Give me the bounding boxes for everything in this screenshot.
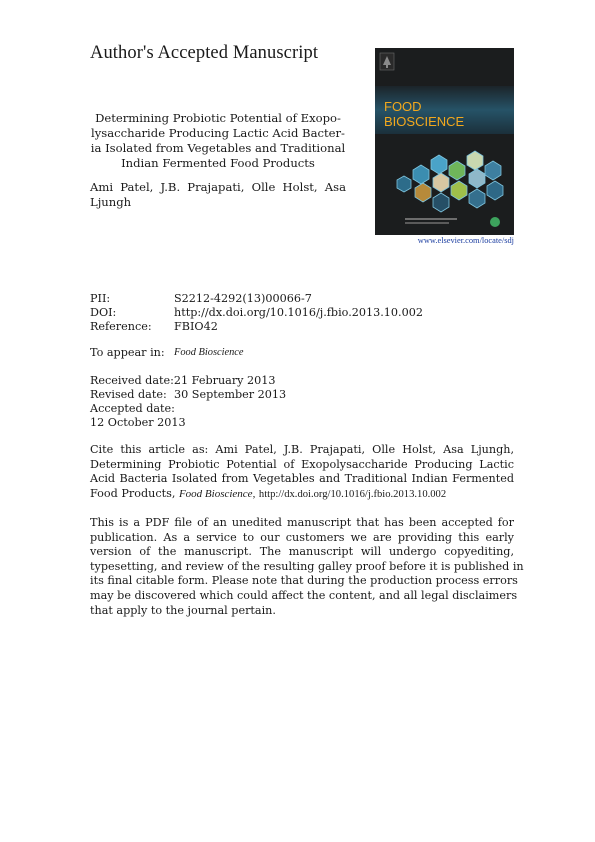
revised-date-value: 30 September 2013 bbox=[174, 388, 287, 401]
article-title-line: Indian Fermented Food Products bbox=[121, 156, 315, 170]
citation-line bbox=[90, 487, 514, 503]
notice-line: typesetting, and review of the resulting galley proof before it is published in bbox=[90, 559, 524, 573]
article-title bbox=[90, 111, 346, 171]
journal-name: Food Bioscience bbox=[174, 347, 244, 358]
notice-line: its final citable form. Please note that during the production process errors bbox=[90, 574, 518, 588]
manuscript-header: Author's Accepted Manuscript bbox=[90, 43, 319, 63]
article-title-line: Determining Probiotic Potential of Exopo- bbox=[95, 111, 341, 125]
elsevier-logo-icon bbox=[380, 53, 394, 70]
notice-line: This is a PDF file of an unedited manuscript that has been accepted for bbox=[90, 516, 514, 529]
notice-line: that apply to the journal pertain. bbox=[90, 603, 276, 617]
reference-label: Reference: bbox=[90, 320, 152, 333]
citation-block bbox=[90, 443, 514, 502]
badge-icon bbox=[490, 217, 500, 227]
doi-value[interactable]: http://dx.doi.org/10.1016/j.fbio.2013.10.002 bbox=[174, 306, 423, 319]
revised-date-row bbox=[90, 388, 287, 401]
citation-title-end: Food Products, bbox=[90, 486, 176, 500]
to-appear-in-row bbox=[90, 346, 244, 359]
citation-journal: Food Bioscience, bbox=[178, 487, 256, 500]
citation-line: Determining Probiotic Potential of Exopolysaccharide Producing Lactic bbox=[90, 457, 514, 471]
pii-value: S2212-4292(13)00066-7 bbox=[174, 292, 312, 305]
svg-text:BIOSCIENCE: BIOSCIENCE bbox=[384, 114, 465, 129]
citation-line: Cite this article as: Ami Patel, J.B. Prajapati, Olle Holst, Asa Ljungh, bbox=[90, 443, 514, 456]
notice-line: publication. As a service to our customers we are providing this early bbox=[90, 530, 514, 544]
received-date: Received date:21 February 2013 bbox=[90, 374, 276, 387]
notice-line: version of the manuscript. The manuscript will undergo copyediting, bbox=[90, 545, 514, 559]
svg-text:FOOD: FOOD bbox=[384, 99, 422, 114]
author-line: Ljungh bbox=[90, 195, 132, 209]
to-appear-label: To appear in: bbox=[90, 346, 165, 359]
article-title-line: ia Isolated from Vegetables and Traditional bbox=[90, 141, 346, 155]
author-line: Ami Patel, J.B. Prajapati, Olle Holst, Asa bbox=[90, 180, 346, 194]
accepted-date-label: Accepted date: bbox=[90, 402, 175, 415]
author-list bbox=[90, 180, 346, 210]
pii-label: PII: bbox=[90, 292, 111, 305]
notice-line: may be discovered which could affect the content, and all legal disclaimers bbox=[90, 588, 518, 602]
accepted-date-value: 12 October 2013 bbox=[90, 416, 186, 429]
revised-date-label: Revised date: bbox=[90, 388, 167, 401]
article-title-line: lysaccharide Producing Lactic Acid Bacter- bbox=[91, 126, 345, 140]
citation-doi-link[interactable]: http://dx.doi.org/10.1016/j.fbio.2013.10.002 bbox=[258, 488, 447, 500]
doi-label: DOI: bbox=[90, 306, 117, 319]
journal-cover-image bbox=[375, 48, 514, 235]
journal-url-link[interactable]: www.elsevier.com/locate/sdj bbox=[417, 236, 514, 245]
reference-value: FBIO42 bbox=[174, 320, 218, 333]
manuscript-notice bbox=[90, 516, 524, 618]
citation-line: Acid Bacteria Isolated from Vegetables and Traditional Indian Fermented bbox=[90, 472, 514, 486]
